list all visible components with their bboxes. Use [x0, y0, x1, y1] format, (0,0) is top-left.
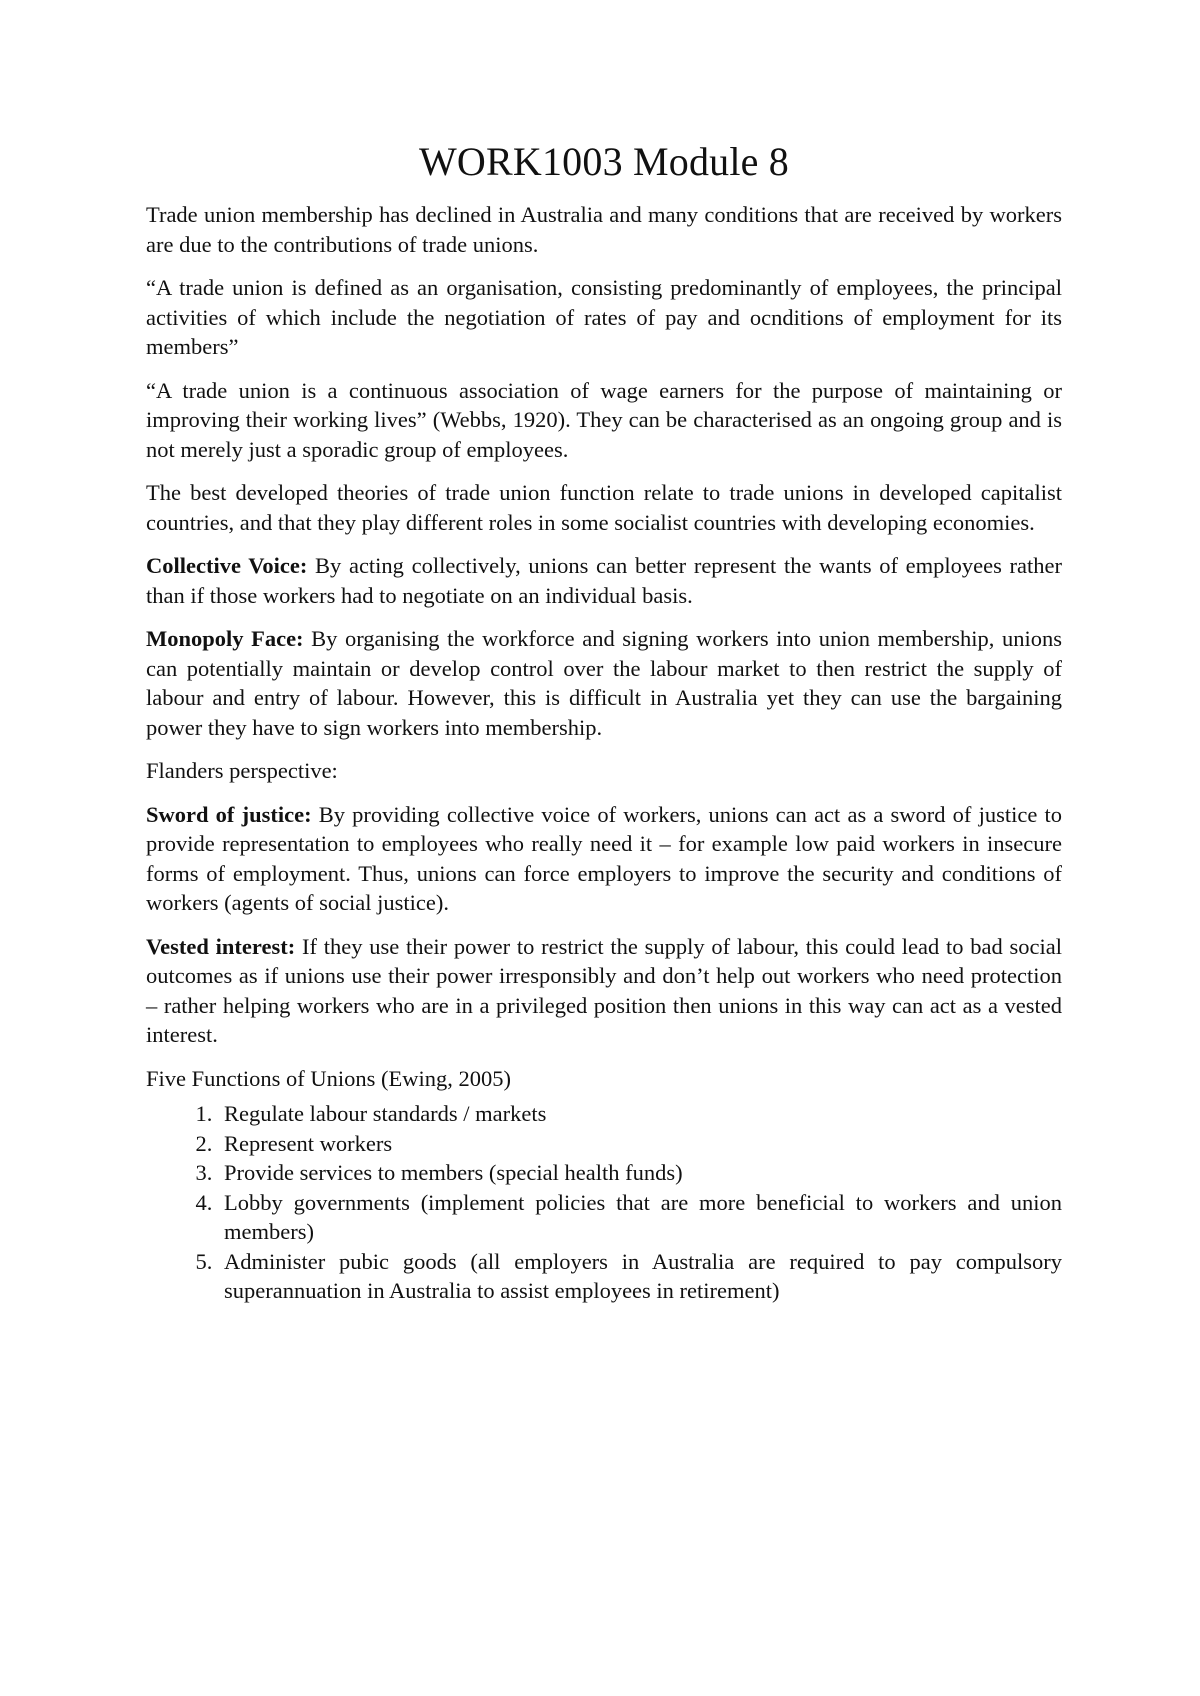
sword-of-justice-text: By providing collective voice of workers, unions can act as a sword of justice to provide representation to employees who really need it – for example low paid workers in insecure forms of employment. Thus, unions can force employers to improve the security and conditions of workers (agents of social justice).: [146, 801, 1062, 915]
list-item: 5. Administer pubic goods (all employers in Australia are required to pay compulsory superannuation in Australia to assist employees in retirement): [218, 1247, 1062, 1306]
intro-paragraph: Trade union membership has declined in Australia and many conditions that are received by workers are due to the contributions of trade unions.: [146, 202, 1062, 257]
sword-of-justice-term: Sword of justice:: [146, 801, 312, 827]
monopoly-face-paragraph: [146, 624, 1062, 742]
list-item: 4. Lobby governments (implement policies that are more beneficial to workers and union members): [218, 1188, 1062, 1247]
document-page: [146, 138, 1062, 1306]
monopoly-face-text: By organising the workforce and signing workers into union membership, unions can potentially maintain or develop control over the labour market to then restrict the supply of labour and entry of labour. However, this is difficult in Australia yet they can use the bargaining power they have to sign workers into membership.: [146, 626, 1062, 740]
list-item: 2. Represent workers: [218, 1129, 1062, 1159]
collective-voice-paragraph: [146, 551, 1062, 610]
vested-interest-paragraph: [146, 932, 1062, 1050]
vested-interest-term: Vested interest:: [146, 933, 296, 959]
theories-paragraph: The best developed theories of trade union function relate to trade unions in developed capitalist countries, and that they play different roles in some socialist countries with developing economies.: [146, 480, 1062, 535]
flanders-heading: Flanders perspective:: [146, 758, 338, 783]
functions-heading: Five Functions of Unions (Ewing, 2005): [146, 1065, 511, 1091]
list-item: 3. Provide services to members (special health funds): [218, 1158, 1062, 1188]
definition-quote-paragraph: “A trade union is defined as an organisation, consisting predominantly of employees, the principal activities of which include the negotiation of rates of pay and ocnditions of employment for its members”: [146, 275, 1062, 359]
sword-of-justice-paragraph: [146, 800, 1062, 918]
webbs-quote-paragraph: “A trade union is a continuous association of wage earners for the purpose of maintaining or improving their working lives” (Webbs, 1920). They can be characterised as an ongoing group and is not merely just a sporadic group of employees.: [146, 377, 1062, 462]
collective-voice-term: Collective Voice:: [146, 553, 308, 578]
vested-interest-text: If they use their power to restrict the supply of labour, this could lead to bad social outcomes as if unions use their power irresponsibly and don’t help out workers who need protection – rather helping workers who are in a privileged position then unions in this way can act as a vested interest.: [146, 933, 1062, 1047]
functions-list: [146, 1099, 1062, 1306]
page-title: WORK1003 Module 8: [418, 139, 790, 184]
list-item: 1. Regulate labour standards / markets: [218, 1099, 1062, 1129]
monopoly-face-term: Monopoly Face:: [146, 626, 304, 651]
collective-voice-text: By acting collectively, unions can better represent the wants of employees rather than if those workers had to negotiate on an individual basis.: [146, 553, 1063, 608]
